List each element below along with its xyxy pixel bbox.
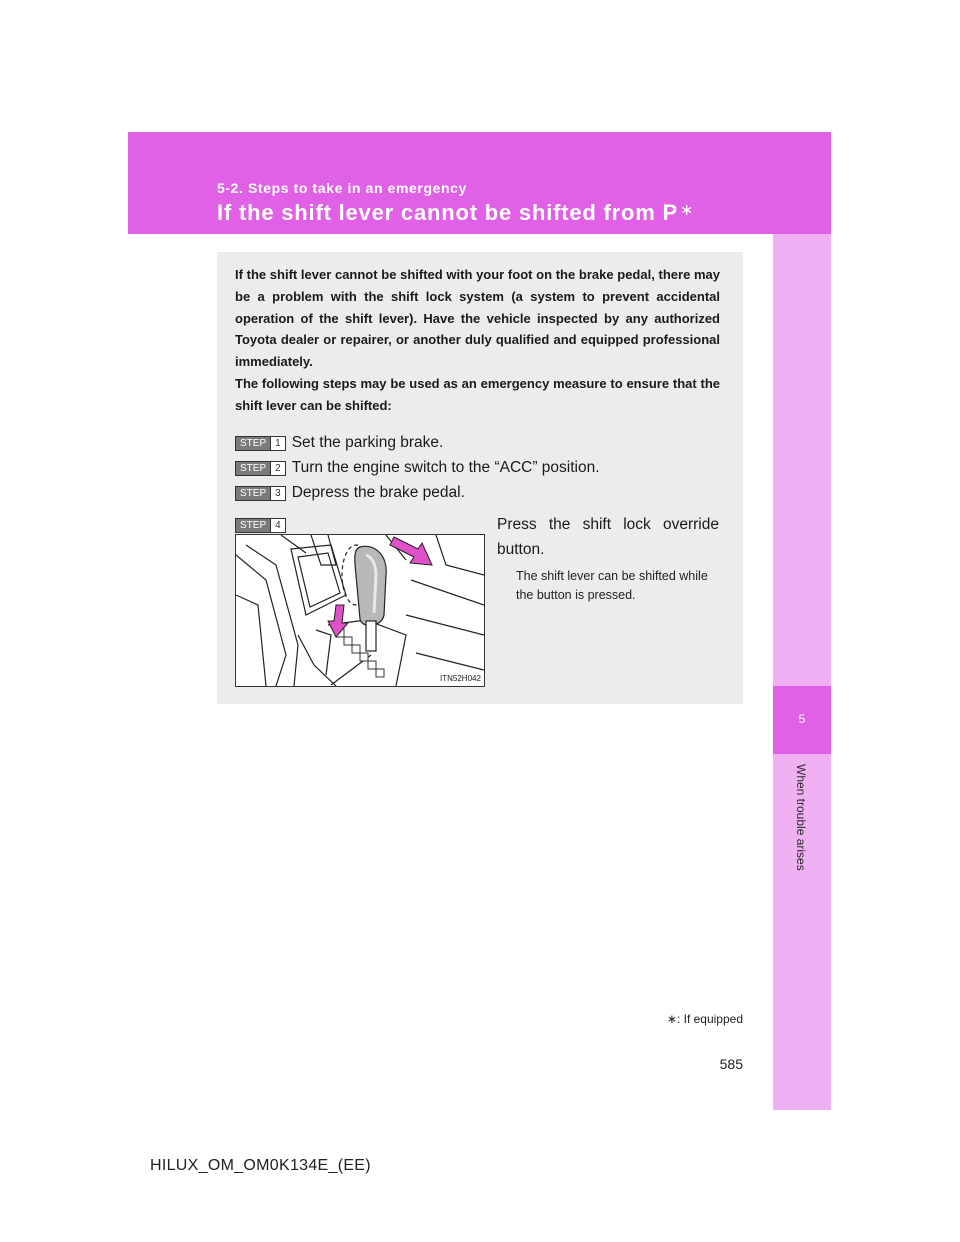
step-text: Depress the brake pedal.: [291, 484, 465, 501]
shift-lever-illustration: [235, 534, 485, 687]
step-4-text: Press the shift lock override button.: [497, 516, 719, 558]
step-badge: STEP 2: [235, 461, 286, 476]
step-badge: STEP 3: [235, 486, 286, 501]
document-code: HILUX_OM_OM0K134E_(EE): [150, 1157, 371, 1174]
intro-text: [235, 264, 720, 417]
section-label: 5-2. Steps to take in an emergency: [217, 180, 467, 196]
chapter-number: 5: [798, 712, 806, 726]
footnote: ∗: If equipped: [666, 1012, 743, 1026]
step-2: [235, 459, 600, 477]
title-asterisk: ∗: [680, 202, 695, 219]
press-arrow-icon: [328, 605, 348, 637]
page-number: 585: [719, 1056, 743, 1072]
shift-lever-drawing: [236, 535, 484, 686]
step-badge: STEP 1: [235, 436, 286, 451]
step-1: [235, 434, 443, 452]
lever-shaft: [366, 621, 376, 651]
intro-paragraph: If the shift lever cannot be shifted with your foot on the brake pedal, there may be a problem with the shift lock system (a system to prevent accidental operation of the shift lever). Have the vehicle inspected by any authorized Toyota dealer or repairer, or another duly qualified and equipped professional immediately.: [235, 267, 720, 370]
step-4-badge: STEP 4: [235, 518, 286, 533]
gate-indicators: [336, 629, 384, 677]
step-text: Turn the engine switch to the “ACC” position.: [291, 459, 600, 476]
intro-paragraph: The following steps may be used as an emergency measure to ensure that the shift lever can be shifted:: [235, 375, 720, 413]
illustration-code: ITN52H042: [440, 674, 481, 683]
step-4-note: The shift lever can be shifted while the button is pressed.: [516, 569, 708, 602]
step-3: [235, 484, 465, 502]
move-arrow-icon: [390, 537, 432, 565]
page-title: [217, 200, 694, 226]
side-tab: [773, 234, 831, 1110]
page-title-text: If the shift lever cannot be shifted from P: [217, 200, 679, 225]
step-text: Set the parking brake.: [291, 434, 444, 451]
chapter-label: When trouble arises: [794, 764, 808, 871]
